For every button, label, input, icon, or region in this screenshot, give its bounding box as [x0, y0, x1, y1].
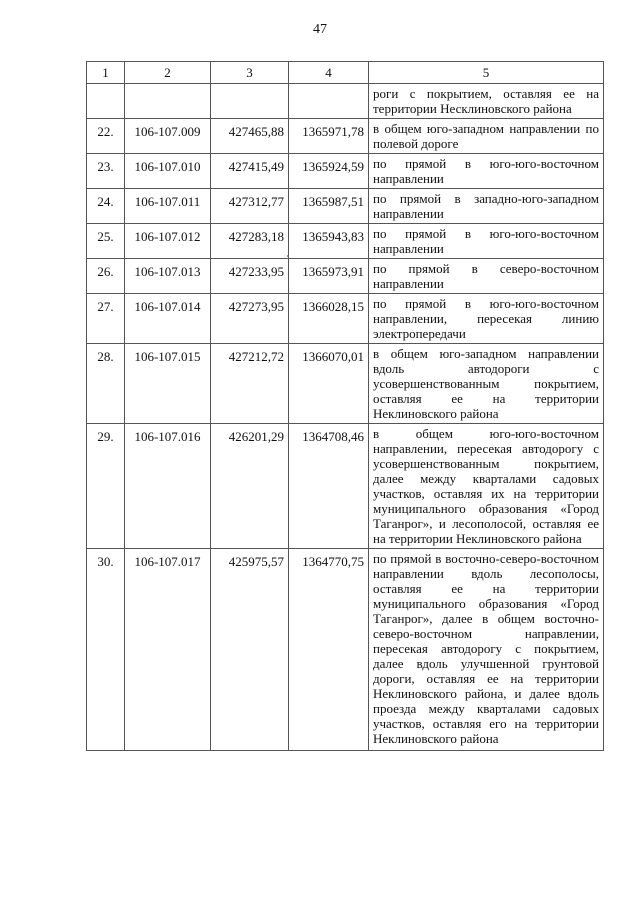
boundary-table: [86, 61, 604, 751]
table-row: [87, 154, 604, 189]
header-col-3: 3: [211, 62, 289, 84]
table-row: [87, 549, 604, 751]
coordinate-x-cell: 427233,95: [211, 259, 289, 294]
coordinate-x-cell: 427273,95: [211, 294, 289, 344]
description-cell: по прямой в восточно-северо-восточном направлении вдоль лесополосы, оставляя ее на территории муниципального образования «Город Таганрог», далее в общем восточно-северо-восточном направлении, пересекая автодорогу с покрытием, далее вдоль улучшенной грунтовой дороги, оставляя ее на территории Неклиновского района, и далее вдоль проезда между кварталами садовых участков, оставляя его на территории Неклиновского района: [369, 549, 604, 751]
row-number-cell: 24.: [87, 189, 125, 224]
description-cell: по прямой в северо-восточном направлении: [369, 259, 604, 294]
coordinate-x-cell: 425975,57: [211, 549, 289, 751]
row-number-cell: 27.: [87, 294, 125, 344]
point-code-cell: [125, 84, 211, 119]
page-number: 47: [313, 22, 327, 37]
description-cell: по прямой в юго-юго-восточном направлении: [369, 224, 604, 259]
coordinate-y-cell: 1365924,59: [289, 154, 369, 189]
description-cell: в общем юго-западном направлении вдоль автодороги с усовершенствованным покрытием, оставляя ее на территории Неклиновского района: [369, 344, 604, 424]
row-number-cell: 26.: [87, 259, 125, 294]
row-number-cell: 23.: [87, 154, 125, 189]
point-code-cell: 106-107.016: [125, 424, 211, 549]
coordinate-x-cell: 427312,77: [211, 189, 289, 224]
scan-speck: [287, 255, 289, 257]
header-col-1: 1: [87, 62, 125, 84]
coordinate-y-cell: 1365971,78: [289, 119, 369, 154]
point-code-cell: 106-107.012: [125, 224, 211, 259]
coordinate-y-cell: 1365987,51: [289, 189, 369, 224]
coordinate-y-cell: 1366070,01: [289, 344, 369, 424]
table-row: [87, 119, 604, 154]
table-row: [87, 84, 604, 119]
description-cell: в общем юго-западном направлении по полевой дороге: [369, 119, 604, 154]
coordinate-y-cell: 1365943,83: [289, 224, 369, 259]
coordinate-x-cell: 427465,88: [211, 119, 289, 154]
header-row: [87, 62, 604, 84]
description-cell: в общем юго-юго-восточном направлении, пересекая автодорогу с усовершенствованным покрытием, далее между кварталами садовых участков, оставляя их на территории муниципального образования «Город Таганрог», и лесополосой, оставляя ее на территории Неклиновского района: [369, 424, 604, 549]
table-row: [87, 294, 604, 344]
description-cell: по прямой в юго-юго-восточном направлении, пересекая линию электропередачи: [369, 294, 604, 344]
point-code-cell: 106-107.010: [125, 154, 211, 189]
table-row: [87, 189, 604, 224]
point-code-cell: 106-107.015: [125, 344, 211, 424]
coordinate-x-cell: [211, 84, 289, 119]
coordinate-y-cell: 1364770,75: [289, 549, 369, 751]
description-cell: роги с покрытием, оставляя ее на территории Несклиновского района: [369, 84, 604, 119]
table-row: [87, 224, 604, 259]
row-number-cell: 25.: [87, 224, 125, 259]
coordinate-y-cell: [289, 84, 369, 119]
coordinate-y-cell: 1366028,15: [289, 294, 369, 344]
point-code-cell: 106-107.009: [125, 119, 211, 154]
coordinate-x-cell: 427212,72: [211, 344, 289, 424]
header-col-4: 4: [289, 62, 369, 84]
header-col-2: 2: [125, 62, 211, 84]
row-number-cell: [87, 84, 125, 119]
description-cell: по прямой в западно-юго-западном направлении: [369, 189, 604, 224]
row-number-cell: 22.: [87, 119, 125, 154]
point-code-cell: 106-107.014: [125, 294, 211, 344]
coordinate-x-cell: 426201,29: [211, 424, 289, 549]
description-cell: по прямой в юго-юго-восточном направлении: [369, 154, 604, 189]
table-row: [87, 344, 604, 424]
header-col-5: 5: [369, 62, 604, 84]
row-number-cell: 28.: [87, 344, 125, 424]
table-row: [87, 424, 604, 549]
coordinate-y-cell: 1365973,91: [289, 259, 369, 294]
table-row: [87, 259, 604, 294]
point-code-cell: 106-107.017: [125, 549, 211, 751]
point-code-cell: 106-107.011: [125, 189, 211, 224]
coordinate-y-cell: 1364708,46: [289, 424, 369, 549]
coordinate-x-cell: 427415,49: [211, 154, 289, 189]
coordinate-x-cell: 427283,18: [211, 224, 289, 259]
row-number-cell: 30.: [87, 549, 125, 751]
row-number-cell: 29.: [87, 424, 125, 549]
point-code-cell: 106-107.013: [125, 259, 211, 294]
